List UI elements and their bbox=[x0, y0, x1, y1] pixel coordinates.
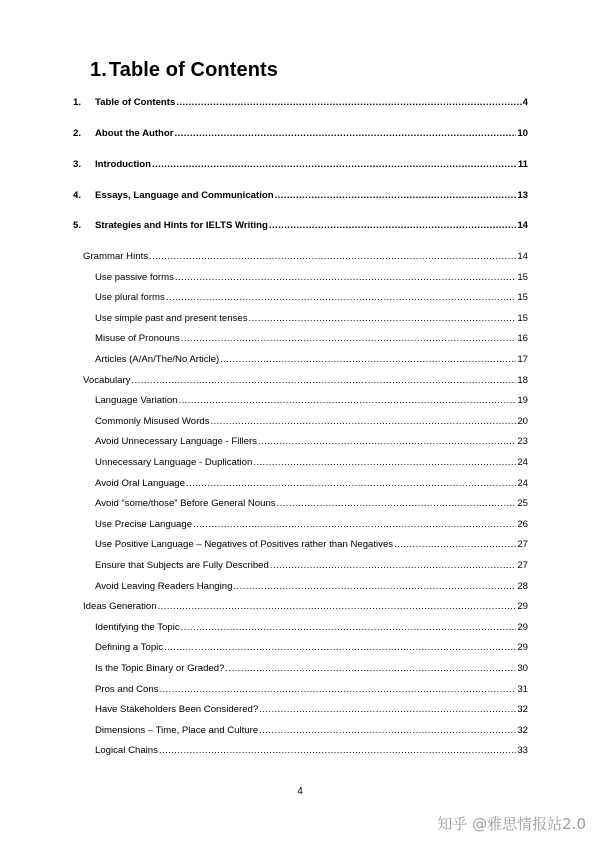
toc-entry-page: 4 bbox=[522, 97, 528, 108]
dot-leader bbox=[270, 560, 516, 572]
toc-entry-page: 29 bbox=[517, 642, 528, 654]
dot-leader bbox=[175, 128, 517, 140]
toc-entry[interactable] bbox=[95, 622, 528, 634]
toc-entry[interactable] bbox=[73, 97, 528, 109]
toc-entry-page: 24 bbox=[517, 457, 528, 468]
toc-entry-page: 23 bbox=[517, 436, 528, 448]
toc-entry-page: 27 bbox=[517, 539, 528, 551]
toc-entry[interactable] bbox=[95, 704, 528, 716]
toc-entry-label: Ideas Generation bbox=[83, 601, 157, 613]
dot-leader bbox=[249, 313, 517, 325]
toc-entry-page: 14 bbox=[517, 251, 528, 262]
toc-entry-label: Misuse of Pronouns bbox=[95, 333, 180, 345]
toc-entry[interactable] bbox=[95, 725, 528, 737]
toc-entry-label: Vocabulary bbox=[83, 374, 131, 386]
toc-entry-label: Pros and Cons bbox=[95, 683, 159, 695]
dot-leader bbox=[258, 436, 516, 448]
toc-entry-page: 17 bbox=[517, 354, 528, 365]
dot-leader bbox=[210, 416, 516, 428]
page-title bbox=[90, 59, 278, 82]
toc-entry-label: Avoid “some/those” Before General Nouns bbox=[95, 498, 276, 510]
dot-leader bbox=[159, 684, 516, 696]
toc-entry[interactable] bbox=[95, 416, 528, 428]
toc-entry[interactable] bbox=[95, 663, 528, 675]
toc-entry-label: Dimensions – Time, Place and Culture bbox=[95, 724, 259, 736]
toc-entry-label: Use plural forms bbox=[95, 292, 165, 304]
toc-entry-page: 24 bbox=[517, 477, 528, 489]
toc-entry-page: 20 bbox=[517, 415, 528, 427]
toc-entry-page: 27 bbox=[517, 560, 528, 571]
dot-leader bbox=[175, 272, 516, 284]
dot-leader bbox=[269, 220, 516, 232]
toc-entry-page: 25 bbox=[517, 498, 528, 510]
toc-entry-label: Defining a Topic bbox=[95, 642, 164, 654]
toc-entry-label: Strategies and Hints for IELTS Writing bbox=[95, 220, 268, 231]
toc-entry[interactable] bbox=[95, 313, 528, 325]
toc-entry-page: 26 bbox=[517, 518, 528, 530]
toc-entry-label: Use Precise Language bbox=[95, 518, 193, 530]
toc-entry-page: 15 bbox=[517, 292, 528, 304]
toc-entry-label: Grammar Hints bbox=[83, 251, 149, 262]
toc-entry-label: Articles (A/An/The/No Article) bbox=[95, 354, 220, 365]
toc-entry-number: 3. bbox=[73, 159, 82, 170]
toc-entry[interactable] bbox=[95, 745, 528, 757]
toc-entry[interactable] bbox=[95, 560, 528, 572]
dot-leader bbox=[149, 251, 516, 263]
toc-entry-label: Use Positive Language – Negatives of Positives rather than Negatives bbox=[95, 539, 394, 551]
toc-entry-label: Table of Contents bbox=[95, 97, 176, 108]
dot-leader bbox=[158, 601, 517, 613]
toc-entry[interactable] bbox=[95, 684, 528, 696]
page-number: 4 bbox=[297, 786, 303, 797]
toc-entry[interactable] bbox=[83, 375, 528, 387]
toc-entry-page: 30 bbox=[517, 663, 528, 674]
dot-leader bbox=[179, 395, 517, 407]
toc-entry-page: 11 bbox=[517, 159, 528, 170]
toc-entry[interactable] bbox=[73, 190, 528, 202]
toc-entry[interactable] bbox=[95, 642, 528, 654]
toc-entry-page: 15 bbox=[517, 271, 528, 283]
dot-leader bbox=[152, 159, 517, 171]
dot-leader bbox=[181, 333, 517, 345]
dot-leader bbox=[181, 622, 517, 634]
toc-entry-label: Essays, Language and Communication bbox=[95, 190, 274, 201]
toc-entry-number: 5. bbox=[73, 220, 82, 231]
toc-entry-label: Avoid Unnecessary Language - Fillers bbox=[95, 436, 257, 448]
dot-leader bbox=[131, 375, 516, 387]
toc-entry[interactable] bbox=[95, 581, 528, 593]
dot-leader bbox=[225, 663, 516, 675]
dot-leader bbox=[193, 519, 516, 531]
toc-entry[interactable] bbox=[95, 498, 528, 510]
toc-entry[interactable] bbox=[83, 251, 528, 263]
dot-leader bbox=[186, 478, 516, 490]
toc-entry-number: 2. bbox=[73, 128, 82, 139]
title-number: 1. bbox=[90, 59, 107, 81]
toc-entry-label: Avoid Leaving Readers Hanging bbox=[95, 580, 233, 592]
toc-entry-page: 29 bbox=[517, 601, 528, 613]
toc-entry-page: 29 bbox=[517, 621, 528, 633]
dot-leader bbox=[277, 498, 517, 510]
toc-entry-label: Identifying the Topic bbox=[95, 621, 180, 633]
toc-entry[interactable] bbox=[95, 539, 528, 551]
toc-entry-page: 13 bbox=[517, 190, 528, 201]
toc-entry-page: 10 bbox=[517, 128, 528, 139]
dot-leader bbox=[394, 539, 516, 551]
toc-entry-label: Language Variation bbox=[95, 395, 178, 407]
toc-entry[interactable] bbox=[73, 220, 528, 232]
dot-leader bbox=[176, 97, 521, 109]
toc-entry-label: About the Author bbox=[95, 128, 174, 139]
toc-entry-page: 16 bbox=[517, 333, 528, 345]
toc-entry[interactable] bbox=[95, 354, 528, 366]
toc-entry-label: Is the Topic Binary or Graded? bbox=[95, 663, 225, 674]
toc-entry-number: 1. bbox=[73, 97, 82, 108]
title-text: Table of Contents bbox=[108, 59, 278, 81]
toc-entry-page: 32 bbox=[517, 704, 528, 716]
toc-entry-label: Use passive forms bbox=[95, 271, 174, 283]
toc-entry-label: Use simple past and present tenses bbox=[95, 312, 248, 324]
toc-entry-page: 31 bbox=[517, 683, 528, 695]
dot-leader bbox=[275, 190, 517, 202]
toc-entry[interactable] bbox=[95, 272, 528, 284]
dot-leader bbox=[233, 581, 516, 593]
toc-entry[interactable] bbox=[95, 333, 528, 345]
toc-entry[interactable] bbox=[73, 159, 528, 171]
toc-entry[interactable] bbox=[95, 395, 528, 407]
dot-leader bbox=[166, 292, 516, 304]
toc-entry[interactable] bbox=[95, 292, 528, 304]
toc-entry-page: 33 bbox=[517, 745, 528, 757]
toc-entry[interactable] bbox=[95, 457, 528, 469]
dot-leader bbox=[259, 725, 516, 737]
toc-entry-label: Avoid Oral Language bbox=[95, 477, 185, 489]
toc-entry[interactable] bbox=[83, 601, 528, 613]
toc-entry-page: 14 bbox=[517, 220, 528, 231]
toc-entry-label: Introduction bbox=[95, 159, 151, 170]
dot-leader bbox=[220, 354, 516, 366]
toc-entry[interactable] bbox=[95, 478, 528, 490]
toc-entry-page: 19 bbox=[517, 395, 528, 407]
dot-leader bbox=[259, 704, 516, 716]
toc-entry-number: 4. bbox=[73, 190, 82, 201]
toc-entry-label: Commonly Misused Words bbox=[95, 415, 210, 427]
toc-entry-page: 15 bbox=[517, 312, 528, 324]
toc-entry[interactable] bbox=[95, 436, 528, 448]
toc-entry-label: Logical Chains bbox=[95, 745, 158, 757]
watermark: 知乎 @雅思情报站2.0 bbox=[437, 815, 586, 833]
toc-entry[interactable] bbox=[73, 128, 528, 140]
toc-entry-page: 28 bbox=[517, 580, 528, 592]
toc-entry-page: 32 bbox=[517, 724, 528, 736]
toc-entry-label: Unnecessary Language - Duplication bbox=[95, 457, 253, 468]
dot-leader bbox=[253, 457, 516, 469]
toc-entry[interactable] bbox=[95, 519, 528, 531]
toc-entry-label: Have Stakeholders Been Considered? bbox=[95, 704, 259, 716]
dot-leader bbox=[159, 745, 516, 757]
toc-entry-page: 18 bbox=[517, 374, 528, 386]
dot-leader bbox=[164, 642, 516, 654]
toc-entry-label: Ensure that Subjects are Fully Described bbox=[95, 560, 269, 571]
